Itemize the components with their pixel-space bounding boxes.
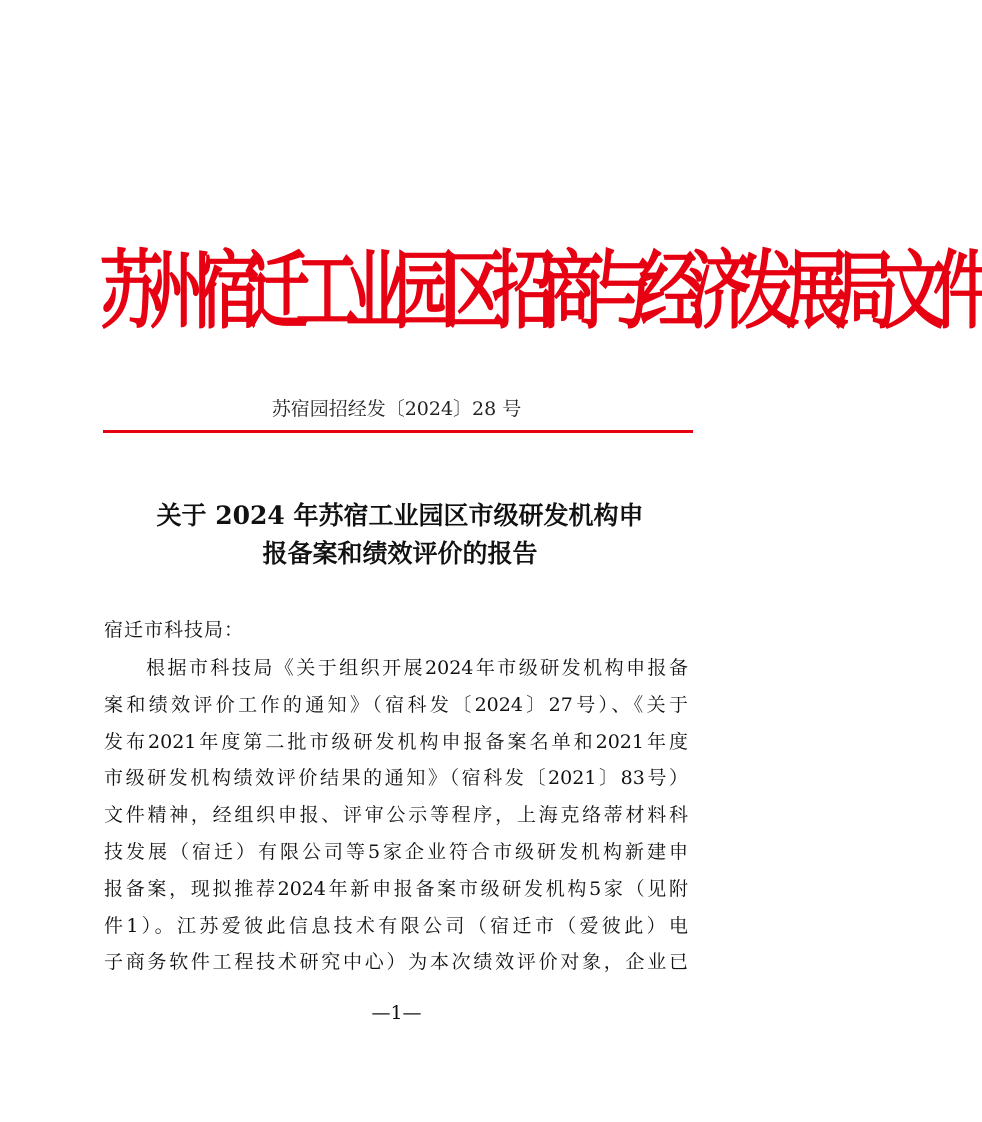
body-line: 根据市科技局《关于组织开展2024年市级研发机构申报备 <box>146 657 688 679</box>
body-line: 文件精神，经组织申报、评审公示等程序，上海克络蒂材料科 <box>104 804 688 826</box>
document-title-line-1: 关于 2024 年苏宿工业园区市级研发机构申 <box>156 501 644 530</box>
salutation: 宿迁市科技局： <box>104 619 245 641</box>
body-line: 案和绩效评价工作的通知》（宿科发〔2024〕27号）、《关于 <box>104 694 688 716</box>
body-line: 技发展（宿迁）有限公司等5家企业符合市级研发机构新建申 <box>104 841 688 863</box>
body-line: 市级研发机构绩效评价结果的通知》（宿科发〔2021〕83号） <box>104 767 688 789</box>
document-title-line-2: 报备案和绩效评价的报告 <box>262 539 538 568</box>
body-line: 报备案，现拟推荐2024年新申报备案市级研发机构5家（见附 <box>104 878 688 900</box>
page-number: —1— <box>371 1002 422 1024</box>
masthead-title: 苏州宿迁工业园区招商与经济发展局文件 <box>100 241 982 341</box>
body-line: 件1）。江苏爱彼此信息技术有限公司（宿迁市（爱彼此）电 <box>104 915 688 937</box>
document-number: 苏宿园招经发〔2024〕28 号 <box>271 398 522 420</box>
body-line: 发布2021年度第二批市级研发机构申报备案名单和2021年度 <box>104 731 688 753</box>
red-divider-line <box>103 430 693 433</box>
body-line: 子商务软件工程技术研究中心）为本次绩效评价对象，企业已 <box>104 951 688 973</box>
